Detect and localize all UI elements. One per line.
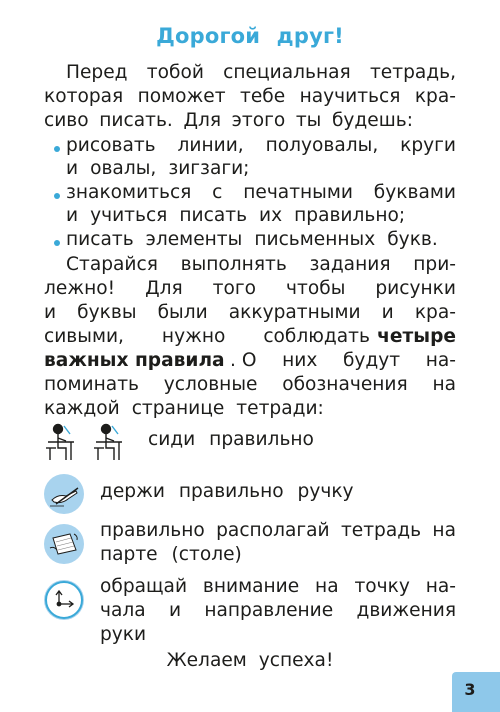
word: и [66, 158, 79, 179]
advice-line-4 [44, 326, 456, 348]
legend-notebook-line-1 [100, 520, 456, 542]
advice-line-7 [44, 398, 324, 420]
word: них [282, 350, 318, 371]
page-title: Дорогой друг! [156, 24, 344, 48]
word: правильно; [294, 205, 406, 226]
bullet-1-line-2 [66, 158, 249, 180]
advice-line-5 [44, 350, 456, 372]
word: поминать [44, 374, 139, 395]
word: их [259, 205, 283, 226]
word: и [44, 302, 57, 323]
legend-start-label-3: руки [100, 624, 147, 645]
page-number-tab [452, 672, 500, 712]
word: направление [204, 600, 334, 621]
word: . О [230, 350, 257, 371]
word: линии, [177, 135, 244, 156]
word: чтобы [286, 278, 346, 299]
word: рисунки [375, 278, 456, 299]
legend-start-line-3 [100, 624, 146, 646]
bullet-1-line-1 [66, 135, 456, 157]
bullet-dot [54, 193, 60, 199]
word: располагай [216, 520, 330, 541]
word: задания [309, 254, 391, 275]
word: того [212, 278, 257, 299]
advice-line-4-words [44, 326, 370, 348]
word: будешь: [331, 110, 413, 131]
emphasis-four: четыре [377, 326, 456, 347]
word: с [212, 182, 223, 203]
intro-line-1 [66, 62, 456, 84]
legend-sit-label: сиди правильно [148, 429, 314, 450]
word: тебе [239, 86, 286, 107]
word: писать [66, 229, 134, 250]
word: писать [179, 205, 248, 226]
word: движения [356, 600, 456, 621]
word: обращай [100, 576, 188, 597]
word: тетрадь, [369, 62, 456, 83]
word: аккуратными [228, 302, 361, 323]
bullet-dot [54, 146, 60, 152]
word: точку [354, 576, 410, 597]
word: условные [163, 374, 258, 395]
sitting-children-icon [44, 418, 140, 462]
word: соблюдать [263, 326, 370, 347]
word: писать. [99, 110, 173, 131]
word: на [432, 374, 456, 395]
word: и [381, 302, 394, 323]
intro-line-3 [44, 110, 413, 132]
word: Для [145, 278, 183, 299]
word: ты [295, 110, 322, 131]
legend-start-line-2 [100, 600, 456, 622]
word: тобой [146, 62, 204, 83]
word: лежно! [44, 278, 116, 299]
word: буквы [77, 302, 137, 323]
word: которая [44, 86, 124, 107]
word: кра- [414, 86, 456, 107]
word: сиво [44, 110, 89, 131]
word: кра- [414, 302, 456, 323]
hand-holding-pen-icon [44, 474, 84, 514]
word: элементы [145, 229, 243, 250]
word: буквами [373, 182, 456, 203]
word: нужно [161, 326, 226, 347]
advice-line-5-words [230, 350, 456, 372]
word: чала [100, 600, 146, 621]
word: тетради: [236, 398, 324, 419]
word: на- [425, 576, 456, 597]
advice-line-3 [44, 302, 456, 324]
word: поможет [137, 86, 226, 107]
legend-start-line-1 [100, 576, 456, 598]
bullet-2-line-2 [66, 205, 405, 227]
bullet-dot [54, 240, 60, 246]
word: этого [231, 110, 286, 131]
advice-line-1 [66, 254, 456, 276]
word: будут [342, 350, 401, 371]
word: каждой [44, 398, 120, 419]
word: правильно [100, 520, 205, 541]
word: странице [131, 398, 225, 419]
bullet-3-line-1 [66, 229, 438, 251]
notebook-on-desk-icon [44, 524, 84, 564]
word: круги [400, 135, 456, 156]
intro-line-2 [44, 86, 456, 108]
emphasis-important-rules: важных правила [44, 350, 225, 371]
word: Перед [66, 62, 128, 83]
legend-sit-text [148, 429, 314, 451]
start-point-direction-icon [44, 580, 84, 620]
word: специальная [223, 62, 351, 83]
word: выполнять [180, 254, 287, 275]
legend-pen-label: держи правильно ручку [100, 481, 354, 502]
advice-line-6 [44, 374, 456, 396]
word: сивыми, [44, 326, 124, 347]
word: зигзаги; [168, 158, 250, 179]
word: и [168, 600, 182, 621]
word: учиться [90, 205, 168, 226]
word: рисовать [66, 135, 156, 156]
word: научиться [299, 86, 401, 107]
word: овалы, [90, 158, 157, 179]
word: на- [425, 350, 456, 371]
bullet-2-line-1 [66, 182, 456, 204]
legend-pen-text [100, 481, 354, 503]
word: на [432, 520, 456, 541]
legend-notebook-line-2 [100, 544, 242, 566]
word: обозначения [282, 374, 408, 395]
word: при- [413, 254, 456, 275]
word: полуовалы, [265, 135, 379, 156]
advice-line-2 [44, 278, 456, 300]
word: печатными [243, 182, 353, 203]
word: были [157, 302, 208, 323]
word: Старайся [66, 254, 158, 275]
legend-notebook-label-2: парте (столе) [100, 544, 242, 565]
word: Для [183, 110, 222, 131]
closing-wish: Желаем успеха! [166, 650, 334, 671]
page-number: 3 [464, 680, 476, 699]
word: тетрадь [340, 520, 422, 541]
word: письменных [254, 229, 376, 250]
word: на [315, 576, 339, 597]
word: и [66, 205, 79, 226]
word: внимание [202, 576, 300, 597]
word: знакомиться [66, 182, 192, 203]
word: букв. [387, 229, 438, 250]
